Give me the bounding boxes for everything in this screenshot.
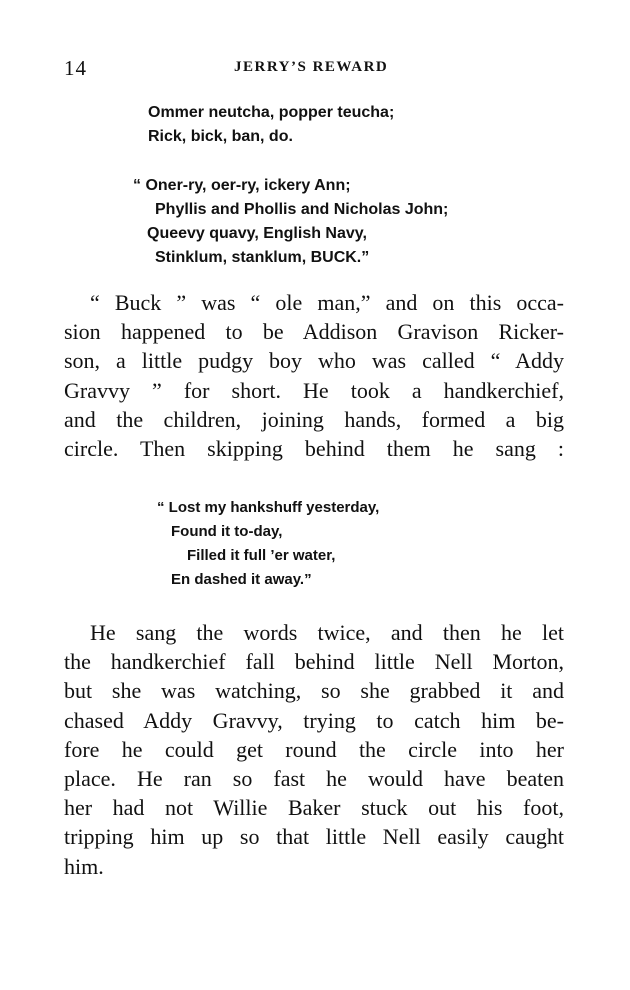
- paragraph-two: [64, 618, 564, 881]
- paragraph-line: sion happened to be Addison Gravison Ricker-: [64, 319, 564, 345]
- paragraph-line: him.: [64, 853, 104, 879]
- paragraph-one: [64, 288, 564, 463]
- page-number: 14: [64, 56, 87, 80]
- verse-line: Queevy quavy, English Navy,: [147, 225, 367, 242]
- verse-stanza-two: [133, 174, 448, 270]
- verse-line: “ Lost my hankshuff yesterday,: [157, 499, 380, 516]
- verse-line: Filled it full ’er water,: [187, 547, 336, 564]
- verse-line: Ommer neutcha, popper teucha;: [148, 104, 395, 121]
- paragraph-line: the handkerchief fall behind little Nell Morton,: [64, 649, 564, 675]
- paragraph-line: chased Addy Gravvy, trying to catch him be-: [64, 707, 564, 733]
- verse-line: Phyllis and Phollis and Nicholas John;: [155, 201, 449, 218]
- verse-line: En dashed it away.”: [171, 571, 312, 588]
- running-head: JERRY’S REWARD: [234, 59, 389, 75]
- verse-line: Stinklum, stanklum, BUCK.”: [155, 249, 370, 266]
- paragraph-line: circle. Then skipping behind them he sang :: [64, 435, 564, 461]
- verse-stanza-three: [157, 496, 379, 592]
- paragraph-line: and the children, joining hands, formed a big: [64, 406, 564, 432]
- paragraph-line: son, a little pudgy boy who was called “ Addy: [64, 348, 564, 374]
- paragraph-line: “ Buck ” was “ ole man,” and on this occa-: [90, 290, 564, 315]
- verse-stanza-one: [148, 101, 394, 149]
- paragraph-line: but she was watching, so she grabbed it and: [64, 678, 564, 704]
- verse-line: Rick, bick, ban, do.: [148, 128, 293, 145]
- verse-line: “ Oner-ry, oer-ry, ickery Ann;: [133, 177, 351, 194]
- verse-line: Found it to-day,: [171, 523, 283, 540]
- paragraph-line: Gravvy ” for short. He took a handkerchief,: [64, 377, 564, 403]
- paragraph-line: He sang the words twice, and then he let: [90, 620, 564, 645]
- paragraph-line: tripping him up so that little Nell easily caught: [64, 824, 564, 850]
- paragraph-line: fore he could get round the circle into her: [64, 736, 564, 762]
- page-header: [64, 56, 564, 80]
- paragraph-line: place. He ran so fast he would have beaten: [64, 765, 564, 791]
- paragraph-line: her had not Willie Baker stuck out his foot,: [64, 795, 564, 821]
